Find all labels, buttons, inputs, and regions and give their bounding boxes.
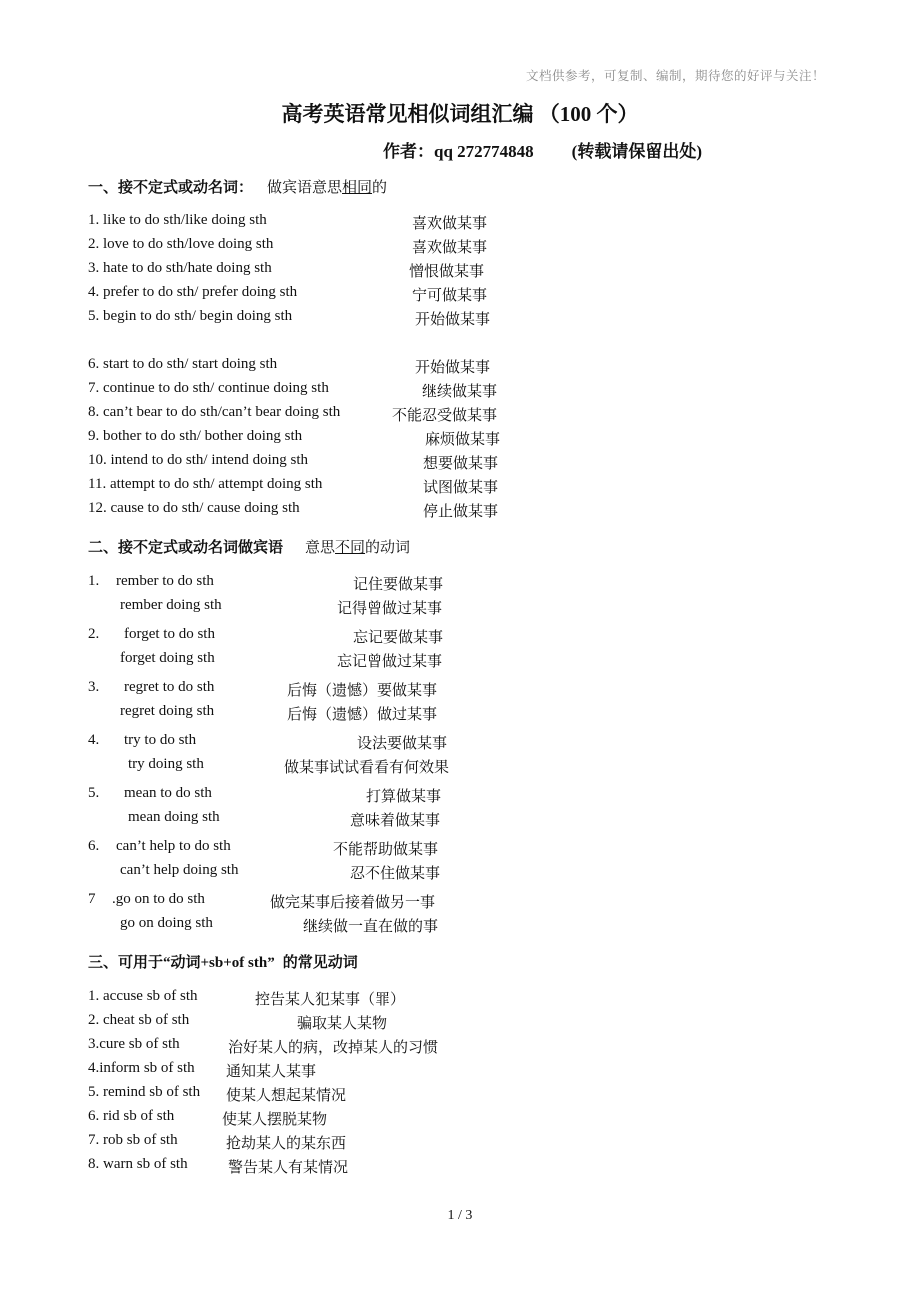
section1-heading-text: 一、接不定式或动名词：: [88, 180, 254, 196]
s2-item-b-en: try doing sth: [128, 756, 204, 772]
s2-item-b-cn: 继续做一直在做的事: [303, 919, 439, 935]
s3-item-cn: 控告某人犯某事（罪）: [255, 992, 406, 1008]
s3-item-en: 6. rid sb of sth: [88, 1108, 175, 1124]
section1-note: [267, 180, 387, 196]
s3-item-en: 8. warn sb of sth: [88, 1156, 188, 1172]
s1-item-en: 12. cause to do sth/ cause doing sth: [88, 500, 300, 516]
s3-item-en: 5. remind sb of sth: [88, 1084, 201, 1100]
author-label: 作者：qq 272774848: [383, 142, 534, 161]
section3-heading-text: 三、可用于“动词+sb+of sth”: [88, 955, 275, 971]
s1-item-en: 8. can’t bear to do sth/can’t bear doing sth: [88, 404, 341, 420]
s1-item-cn: 喜欢做某事: [412, 240, 488, 256]
s2-item-a-en: regret to do sth: [124, 679, 215, 695]
s2-item-b-cn: 做某事试试看看有何效果: [284, 760, 450, 776]
section2-note-underlined: 不同: [335, 540, 366, 556]
s3-item-en: 4.inform sb of sth: [88, 1060, 195, 1076]
s3-item-cn: 通知某人某事: [226, 1064, 317, 1080]
s1-item-cn: 憎恨做某事: [409, 264, 485, 280]
s2-item-a-cn: 打算做某事: [366, 789, 442, 805]
s3-item-cn: 骗取某人某物: [297, 1016, 388, 1032]
s1-item-en: 9. bother to do sth/ bother doing sth: [88, 428, 303, 444]
s1-item-en: 11. attempt to do sth/ attempt doing sth: [88, 476, 323, 492]
section3-note: 的常见动词: [282, 955, 358, 971]
s2-item-a-en: .go on to do sth: [112, 891, 205, 907]
s1-item-en: 4. prefer to do sth/ prefer doing sth: [88, 284, 298, 300]
s2-item-b-en: can’t help doing sth: [120, 862, 239, 878]
s1-item-cn: 停止做某事: [423, 504, 499, 520]
s2-item-num: 6.: [88, 838, 100, 854]
author-line: [383, 137, 702, 162]
header-note: 文档供参考，可复制、编制，期待您的好评与关注！: [525, 69, 825, 83]
s2-item-a-cn: 做完某事后接着做另一事: [270, 895, 436, 911]
s2-item-a-cn: 设法要做某事: [357, 736, 448, 752]
s2-item-b-en: go on doing sth: [120, 915, 213, 931]
s1-item-cn: 试图做某事: [423, 480, 499, 496]
s2-item-num: 1.: [88, 573, 100, 589]
s1-item-en: 3. hate to do sth/hate doing sth: [88, 260, 272, 276]
s2-item-b-cn: 记得曾做过某事: [337, 601, 443, 617]
s3-item-en: 2. cheat sb of sth: [88, 1012, 190, 1028]
section1-note-pre: 做宾语意思: [267, 180, 343, 196]
section2-note: [305, 540, 410, 556]
s2-item-b-en: rember doing sth: [120, 597, 222, 613]
s1-item-en: 1. like to do sth/like doing sth: [88, 212, 267, 228]
s2-item-b-cn: 意味着做某事: [350, 813, 441, 829]
s3-item-en: 3.cure sb of sth: [88, 1036, 180, 1052]
s3-item-cn: 治好某人的病，改掉某人的习惯: [228, 1040, 439, 1056]
s1-item-cn: 麻烦做某事: [425, 432, 501, 448]
s2-item-b-en: forget doing sth: [120, 650, 215, 666]
s1-item-en: 7. continue to do sth/ continue doing sth: [88, 380, 329, 396]
page-number: 1 / 3: [447, 1208, 473, 1223]
s2-item-b-en: regret doing sth: [120, 703, 215, 719]
section2-note-post: 的动词: [365, 540, 411, 556]
s1-item-en: 2. love to do sth/love doing sth: [88, 236, 274, 252]
s3-item-en: 1. accuse sb of sth: [88, 988, 198, 1004]
s2-item-b-cn: 忍不住做某事: [350, 866, 441, 882]
s2-item-a-en: rember to do sth: [116, 573, 214, 589]
section1-note-post: 的: [372, 180, 388, 196]
s2-item-a-cn: 后悔（遗憾）要做某事: [287, 683, 438, 699]
s2-item-b-cn: 忘记曾做过某事: [337, 654, 443, 670]
s3-item-en: 7. rob sb of sth: [88, 1132, 178, 1148]
section1-heading: [88, 176, 387, 197]
s2-item-a-cn: 忘记要做某事: [353, 630, 444, 646]
s2-item-a-en: can’t help to do sth: [116, 838, 231, 854]
s2-item-num: 4.: [88, 732, 100, 748]
section3-heading: [88, 951, 358, 972]
s1-item-en: 5. begin to do sth/ begin doing sth: [88, 308, 293, 324]
s1-item-cn: 开始做某事: [415, 360, 491, 376]
source-note: (转载请保留出处): [571, 142, 702, 161]
page-title: 高考英语常见相似词组汇编 （100 个）: [281, 102, 639, 126]
section2-heading: [88, 536, 410, 557]
s3-item-cn: 警告某人有某情况: [228, 1160, 349, 1176]
s2-item-b-cn: 后悔（遗憾）做过某事: [287, 707, 438, 723]
s1-item-en: 10. intend to do sth/ intend doing sth: [88, 452, 308, 468]
s1-item-cn: 宁可做某事: [412, 288, 488, 304]
s2-item-a-cn: 不能帮助做某事: [333, 842, 439, 858]
s3-item-cn: 使某人摆脱某物: [222, 1112, 328, 1128]
s2-item-num: 5.: [88, 785, 100, 801]
s1-item-cn: 喜欢做某事: [412, 216, 488, 232]
s1-item-cn: 继续做某事: [422, 384, 498, 400]
section2-heading-text: 二、接不定式或动名词做宾语: [88, 540, 284, 556]
s2-item-a-cn: 记住要做某事: [353, 577, 444, 593]
s2-item-num: 7: [88, 891, 96, 907]
s3-item-cn: 抢劫某人的某东西: [226, 1136, 347, 1152]
section2-note-pre: 意思: [305, 540, 336, 556]
s2-item-num: 3.: [88, 679, 100, 695]
s2-item-b-en: mean doing sth: [128, 809, 220, 825]
s2-item-a-en: try to do sth: [124, 732, 197, 748]
s3-item-cn: 使某人想起某情况: [226, 1088, 347, 1104]
s1-item-cn: 不能忍受做某事: [392, 408, 498, 424]
s2-item-a-en: forget to do sth: [124, 626, 215, 642]
section1-note-underlined: 相同: [342, 180, 373, 196]
s1-item-en: 6. start to do sth/ start doing sth: [88, 356, 278, 372]
s2-item-a-en: mean to do sth: [124, 785, 212, 801]
s1-item-cn: 想要做某事: [423, 456, 499, 472]
s1-item-cn: 开始做某事: [415, 312, 491, 328]
s2-item-num: 2.: [88, 626, 100, 642]
